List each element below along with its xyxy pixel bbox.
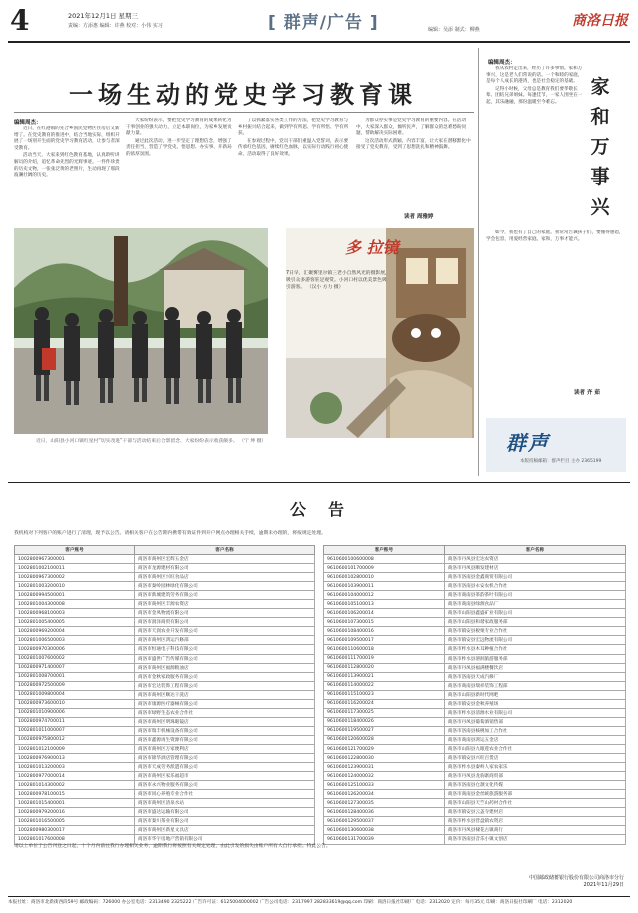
account-number-cell: 1002801014300002 [15, 781, 135, 790]
table-row [15, 781, 315, 790]
table-row [15, 573, 315, 582]
table-row [324, 826, 626, 835]
account-name-cell: 商洛市山阳县九眼莲农业合作社 [444, 744, 625, 753]
account-number-cell: 9610600122800030 [324, 754, 445, 763]
table-row [15, 645, 315, 654]
account-number-cell: 9610600124000032 [324, 772, 445, 781]
table-row [324, 744, 626, 753]
account-name-cell: 商洛市柞水县木耳种植合作社 [444, 645, 625, 654]
account-name-cell: 商洛市商州区清泉水站 [135, 799, 315, 808]
table-row [324, 627, 626, 636]
account-number-cell: 9610600125100033 [324, 781, 445, 790]
account-number-cell: 9610600119500027 [324, 726, 445, 735]
column-header: 客户名称 [135, 546, 315, 555]
account-name-cell: 商洛市盛达运输有限公司 [135, 808, 315, 817]
table-row [324, 618, 626, 627]
account-number-cell: 9610600123900031 [324, 763, 445, 772]
sidebar-column-1 [486, 66, 584, 226]
table-row [324, 808, 626, 817]
table-header-row [15, 546, 315, 555]
account-number-cell: 9610600121700029 [324, 744, 445, 753]
account-name-cell: 商洛市新城建筑劳务有限公司 [135, 591, 315, 600]
account-number-cell: 1002800980300017 [15, 826, 135, 835]
account-number-cell: 9610600127300035 [324, 799, 445, 808]
table-row [15, 717, 315, 726]
account-number-cell: 9610600115100023 [324, 690, 445, 699]
account-name-cell: 商洛市镇安县宏远物流有限公司 [444, 636, 625, 645]
feature-byline: 编辑周杰： [14, 120, 42, 126]
table-row [15, 609, 315, 618]
account-number-cell: 1002801015400001 [15, 799, 135, 808]
account-name-cell: 商洛市龙源建材有限公司 [135, 564, 315, 573]
account-number-cell: 9610600118400026 [324, 717, 445, 726]
headline-rule [14, 112, 474, 113]
feature-column-4 [356, 118, 474, 206]
account-number-cell: 1002801017600008 [15, 835, 135, 844]
table-row [324, 600, 626, 609]
account-name-cell: 商洛市永兴物业服务有限公司 [135, 781, 315, 790]
feature-column-2 [126, 118, 234, 222]
account-name-cell: 商洛市商州区家乐福超市 [135, 772, 315, 781]
group-photo [14, 228, 268, 434]
paper-logo: 商洛日报 [572, 13, 628, 29]
table-row [15, 744, 315, 753]
column-label-lens: 多 拉镜 [345, 238, 399, 257]
account-name-cell: 商洛市商州区顺达干洗店 [135, 690, 315, 699]
table-row [15, 627, 315, 636]
table-header-row [324, 546, 626, 555]
column-header: 客户账号 [324, 546, 445, 555]
photo-caption-text: 近日，山阳县小河口镇红星村“切实改进”干部与活动结束后合影留念，大家纷纷表示收获颇多。 [36, 439, 238, 444]
park-photo-caption [286, 270, 390, 291]
issuer-date: 2021年11月29日 [583, 882, 624, 888]
feature-column-1 [14, 126, 122, 222]
table-row [15, 826, 315, 835]
account-number-cell: 9610600105100013 [324, 600, 445, 609]
feature-author: 读者 周雅婷 [404, 214, 434, 220]
table-row [15, 681, 315, 690]
table-row [15, 654, 315, 663]
section-title: [ 群声/广告 ] [268, 13, 379, 33]
account-number-cell: 9610600100600008 [324, 555, 445, 564]
table-row [324, 699, 626, 708]
account-name-cell: 商洛市鑫源再生资源有限公司 [135, 735, 315, 744]
account-number-cell: 9610600102800010 [324, 573, 445, 582]
park-photo-credit: （汉小 方力 摄） [306, 285, 344, 290]
account-number-cell: 1002801010900006 [15, 708, 135, 717]
notice-rule [8, 482, 630, 483]
account-number-cell: 1002801011000007 [15, 726, 135, 735]
account-name-cell: 商洛市洛南县永安农机合作社 [444, 582, 625, 591]
table-row [324, 681, 626, 690]
account-number-cell: 1002800972500009 [15, 681, 135, 690]
account-number-cell: 1002800969200004 [15, 627, 135, 636]
account-name-cell: 商洛市山阳县和谐家政服务部 [444, 618, 625, 627]
table-row [15, 735, 315, 744]
paragraph: 我从农村走出来，经历了许多事情。家和万事兴，这是老人们常说的话。一个和睦的家庭，是每个人成长的港湾，也是社会稳定的基础。 [486, 66, 583, 85]
paragraph: 这次活动形式新颖、内容丰富，让大家在潜移默化中接受了党史教育，受到了思想洗礼和精神鼓舞。 [356, 138, 471, 151]
sidebar-title [588, 72, 612, 222]
table-row [324, 735, 626, 744]
account-name-cell: 商洛市商州区丰源农资店 [135, 600, 315, 609]
account-number-cell: 9610600120600028 [324, 735, 445, 744]
account-name-cell: 商洛市洛南县金鑫商贸有限公司 [444, 573, 625, 582]
paragraph: 在参观过程中，党员干部们重温入党誓词，表示要传承红色基因，赓续红色血脉，以实际行动践行初心使命。活动取得了良好效果。 [238, 138, 349, 157]
account-name-cell: 商洛市秦川茶业有限公司 [135, 817, 315, 826]
account-number-cell: 1002801004300008 [15, 600, 135, 609]
account-name-cell: 商洛市商南县茶韵茶叶有限公司 [444, 591, 625, 600]
title-char: 万 [590, 136, 610, 158]
account-name-cell: 商洛市商州区鸿运汽修部 [135, 636, 315, 645]
account-number-cell: 9610600116200024 [324, 699, 445, 708]
table-row [324, 591, 626, 600]
account-name-cell: 商洛市柞水县秦岭人家农家乐 [444, 763, 625, 772]
park-photo [286, 228, 474, 438]
table-row [324, 790, 626, 799]
account-name-cell: 商洛市洛南县天成汽修厂 [444, 672, 625, 681]
account-name-cell: 商洛市康源医疗器械有限公司 [135, 699, 315, 708]
account-number-cell: 9610600111700019 [324, 654, 445, 663]
account-number-cell: 1002800971400007 [15, 663, 135, 672]
table-row [15, 799, 315, 808]
account-name-cell: 商洛市锦华酒店管理有限公司 [135, 754, 315, 763]
table-row [324, 690, 626, 699]
account-number-cell: 1002800979200016 [15, 808, 135, 817]
title-char: 兴 [590, 196, 610, 218]
account-name-cell: 商洛市商州区新星文具店 [135, 826, 315, 835]
account-name-cell: 商洛市绿野生态农业合作社 [135, 708, 315, 717]
table-row [324, 799, 626, 808]
account-name-cell: 商洛市洛南县仓颉文化传媒 [444, 781, 625, 790]
account-name-cell: 商洛市商州区万家便利店 [135, 744, 315, 753]
account-number-cell: 1002800973600010 [15, 699, 135, 708]
account-number-cell: 1002800967300002 [15, 573, 135, 582]
footer-rule [8, 896, 630, 897]
account-number-cell: 9610600131700039 [324, 835, 445, 844]
notice-issuer [529, 875, 624, 889]
account-number-cell: 1002801009800004 [15, 690, 135, 699]
account-number-cell: 1002801007600002 [15, 654, 135, 663]
account-number-cell: 9610600129500037 [324, 817, 445, 826]
photo-caption [36, 438, 268, 445]
table-row [15, 808, 315, 817]
account-number-cell: 9610600101700009 [324, 564, 445, 573]
account-number-cell: 9610600113900021 [324, 672, 445, 681]
table-row [324, 573, 626, 582]
table-row [324, 672, 626, 681]
masthead [8, 6, 630, 40]
account-number-cell: 1002801006500003 [15, 636, 135, 645]
table-row [324, 754, 626, 763]
account-number-cell: 9610600126200034 [324, 790, 445, 799]
account-number-cell: 1002801005400005 [15, 618, 135, 627]
paragraph: 记得小时候，父母总是教育我们要孝敬长辈、团结兄弟姐妹。每逢佳节，一家人围坐在一起，其乐融融，那份温暖至今难忘。 [486, 86, 583, 105]
paragraph: 了以抓紧落实各类工作的方法，把党史学习教育与乡村振兴结合起来，做到学有所思、学有所悟、学有所获。 [238, 118, 349, 137]
table-row [15, 600, 315, 609]
table-row [324, 564, 626, 573]
editors-credit: 责编：方添惠 编辑：许燕 校对：小伟 实习 [68, 23, 163, 29]
account-table-right [323, 545, 626, 845]
paragraph: 近日，在红港镇的先合乡国民党物区住房后又新增了。在党史教育的推进中，结合当地实际，组织开展了一场别开生面的党史学习教育活动，让参与者深受教育。 [14, 126, 120, 151]
table-row [15, 591, 315, 600]
account-name-cell: 商洛市润泽商贸有限公司 [135, 618, 315, 627]
column-banner-title: 群声 [506, 431, 550, 455]
account-number-cell: 1002800970300006 [15, 645, 135, 654]
editors-credit-right: 编辑：吴添 制式：柳燕 [428, 27, 480, 33]
title-char: 事 [590, 166, 610, 188]
account-name-cell: 商洛市金凤物流有限公司 [135, 609, 315, 618]
account-name-cell: 商洛市丹凤县顺发建材店 [444, 564, 625, 573]
account-name-cell: 商洛市商州区福源粮油店 [135, 663, 315, 672]
paragraph: 如今，我也有了自己的家庭。我常常告诫孩子们，要懂得感恩，学会包容，用爱经营家庭。家和，万事才能兴。 [486, 230, 624, 242]
account-number-cell: 9610600128400036 [324, 808, 445, 817]
account-number-cell: 1002801003200010 [15, 582, 135, 591]
table-row [15, 582, 315, 591]
account-name-cell: 商洛市商南县金丝峡旅游服务部 [444, 790, 625, 799]
feature-column-3 [238, 118, 352, 222]
table-row [15, 754, 315, 763]
table-row [15, 790, 315, 799]
account-name-cell: 商洛市山阳县鑫盛矿业有限公司 [444, 609, 625, 618]
account-name-cell: 商洛市柞水县溶洞旅游服务部 [444, 654, 625, 663]
account-name-cell: 商洛市瑞丰机械设备有限公司 [135, 726, 315, 735]
table-row [15, 636, 315, 645]
column-header: 客户账号 [15, 546, 135, 555]
issue-date: 2021年12月1日 星期三 [68, 12, 139, 20]
issuer-name: 中国邮政储蓄银行股份有限公司商洛市分行 [528, 875, 624, 881]
account-number-cell: 1002800978100015 [15, 790, 135, 799]
notice-title: 公告 [290, 500, 367, 519]
table-row [15, 763, 315, 772]
account-name-cell: 商洛市恒通电子科技有限公司 [135, 645, 315, 654]
account-name-cell: 商洛市金秋家政服务有限公司 [135, 672, 315, 681]
column-banner-subtitle: 本版投稿邮箱：群声栏目 主办 2365199 [520, 459, 602, 464]
account-name-cell: 商洛市镇安县金秋养殖场 [444, 699, 625, 708]
account-number-cell: 1002800994500001 [15, 591, 135, 600]
account-name-cell: 商洛市秦岭园林绿化有限公司 [135, 582, 315, 591]
account-name-cell: 商洛市商州区明珠眼镜店 [135, 717, 315, 726]
notice-intro: 我机构对下列客户的账户进行了清理，现予以公告。请相关客户在公告期内携带有效证件到开户网点办理相关手续，逾期未办理的，将按规定处理。 [14, 531, 326, 536]
account-number-cell: 9610600103900011 [324, 582, 445, 591]
paragraph: 通过此次活动，进一步坚定了理想信念，增强了责任担当，营造了学党史、悟思想、办实事、开新局的浓厚氛围。 [126, 138, 232, 157]
account-name-cell: 商洛市丹凤县葡萄酒销售部 [444, 717, 625, 726]
title-char: 和 [590, 106, 610, 128]
sidebar-author: 读者 齐 茹 [574, 390, 600, 396]
account-name-cell: 商洛市山阳县新时代网吧 [444, 690, 625, 699]
table-row [15, 726, 315, 735]
account-name-cell: 商洛市丹凤县福满楼餐饮店 [444, 663, 625, 672]
masthead-rule [8, 41, 630, 43]
account-name-cell: 商洛市华宇房地产营销有限公司 [135, 835, 315, 844]
park-photo-illustration [286, 228, 474, 438]
account-name-cell: 商洛市商南县绿源食品厂 [444, 600, 625, 609]
account-number-cell: 9610600112800020 [324, 663, 445, 672]
account-number-cell: 1002801008700001 [15, 672, 135, 681]
account-name-cell: 商洛市商州区兴旺食品店 [135, 573, 315, 582]
account-name-cell: 商洛市柞水县营盘镇农资店 [444, 817, 625, 826]
account-name-cell: 商洛市丹凤县棣花古镇商行 [444, 826, 625, 835]
account-number-cell: 9610600109500017 [324, 636, 445, 645]
table-row [324, 654, 626, 663]
column-divider [478, 48, 479, 476]
paragraph: 大家纷纷表示，要把党史学习教育的成果转化为干事创业的强大动力，立足本职岗位，为家乡发展贡献力量。 [126, 118, 232, 137]
table-row [15, 555, 315, 564]
account-number-cell: 1002800976900013 [15, 754, 135, 763]
table-row [15, 672, 315, 681]
table-row [324, 726, 626, 735]
account-name-cell: 商洛市镇安县云盖寺建材店 [444, 808, 625, 817]
account-name-cell: 商洛市洛南县音乐小镇文创店 [444, 835, 625, 844]
paragraph: 为群众办实事是党史学习教育的重要内容。在活动中，大家深入群众，倾听民声，了解群众的急难愁盼问题，帮助解决实际困难。 [356, 118, 467, 137]
account-number-cell: 1002800968100003 [15, 609, 135, 618]
paragraph: 活动当天，大家来到红色教育基地，认真聆听讲解员的介绍，追忆革命先烈的光辉事迹。一件件珍贵的历史文物，一张张泛黄的老照片，生动再现了那段波澜壮阔的历史。 [14, 153, 120, 179]
publisher-footer: 本报社址：商洛市北新街西段59号 邮政编码：726000 办公室电话：2313490 2325222 广告许可证：6125004000002 广告公司电话：2317997 282833619@qq.com 印刷：商洛日报社印刷厂 电话：2312020 定价：每月35元 印刷：商洛日报社印刷厂 电话：2312020 [8, 900, 573, 905]
account-number-cell: 9610600106200014 [324, 609, 445, 618]
account-name-cell: 商洛市柞水县清源水业有限公司 [444, 708, 625, 717]
park-caption-text: 7日早，汇聚雾里尔镇三老小自然风光的摄影展，吸引众多游客驻足观赏。小河口村以优美景色吸引游客。 [286, 271, 390, 290]
account-number-cell: 1002801013200003 [15, 763, 135, 772]
account-name-cell: 商洛市镇安县兴旺百货店 [444, 754, 625, 763]
table-row [324, 636, 626, 645]
table-row [324, 663, 626, 672]
account-name-cell: 商洛市商南县鸿运五金店 [444, 735, 625, 744]
account-name-cell: 商洛市宏达装饰工程有限公司 [135, 681, 315, 690]
table-row [15, 772, 315, 781]
account-name-cell: 商洛市山阳县天竺山药材合作社 [444, 799, 625, 808]
table-row [324, 609, 626, 618]
account-number-cell: 1002800975800012 [15, 735, 135, 744]
table-row [15, 663, 315, 672]
account-number-cell: 9610600110600018 [324, 645, 445, 654]
account-number-cell: 9610600117300025 [324, 708, 445, 717]
table-row [324, 555, 626, 564]
table-row [15, 618, 315, 627]
title-char: 家 [590, 76, 610, 98]
sidebar-column-2 [486, 230, 626, 380]
account-name-cell: 商洛市盛世广告传媒有限公司 [135, 654, 315, 663]
account-name-cell: 商洛市商南县瑞祥装饰工程部 [444, 681, 625, 690]
table-row [15, 690, 315, 699]
table-row [15, 708, 315, 717]
page-number: 4 [10, 4, 30, 37]
account-name-cell: 商洛市丹凤县宏达农资店 [444, 555, 625, 564]
account-number-cell: 9610600107300015 [324, 618, 445, 627]
group-photo-illustration [14, 228, 268, 434]
feature-headline: 一场生动的党史学习教育课 [69, 81, 417, 109]
table-row [15, 699, 315, 708]
table-row [15, 817, 315, 826]
column-header: 客户名称 [444, 546, 625, 555]
account-number-cell: 1002800977000014 [15, 772, 135, 781]
account-name-cell: 商洛市天润农业开发有限公司 [135, 627, 315, 636]
account-name-cell: 商洛市洛南县核桃加工合作社 [444, 726, 625, 735]
account-name-cell: 商洛市商州区宏辉五金店 [135, 555, 315, 564]
table-row [324, 645, 626, 654]
account-number-cell: 1002801002100011 [15, 564, 135, 573]
table-row [324, 582, 626, 591]
account-name-cell: 商洛市同心养殖专业合作社 [135, 790, 315, 799]
sidebar-byline: 编辑周杰： [488, 60, 516, 66]
table-row [324, 781, 626, 790]
account-number-cell: 9610600114000022 [324, 681, 445, 690]
table-row [15, 564, 315, 573]
account-number-cell: 1002800967300001 [15, 555, 135, 564]
table-row [324, 772, 626, 781]
account-name-cell: 商洛市丹凤县龙驹寨商贸部 [444, 772, 625, 781]
account-name-cell: 商洛市天成劳务派遣有限公司 [135, 763, 315, 772]
account-number-cell: 1002801016500005 [15, 817, 135, 826]
table-row [324, 763, 626, 772]
account-table-left [14, 545, 315, 845]
account-name-cell: 商洛市镇安县板栗专业合作社 [444, 627, 625, 636]
account-number-cell: 1002801012100009 [15, 744, 135, 753]
table-row [324, 817, 626, 826]
table-row [324, 717, 626, 726]
photo-credit: （宁 坤 摄） [239, 439, 267, 444]
notice-footer: 请以上单位于公告刊登之日起，十个月内前往我行办理相关业务，逾期我行将按照有关规定处理，由此引发的损失由账户所有人自行承担。特此公告。 [14, 844, 331, 849]
account-number-cell: 1002800974700011 [15, 717, 135, 726]
account-number-cell: 9610600130600038 [324, 826, 445, 835]
account-number-cell: 9610600104000012 [324, 591, 445, 600]
table-row [324, 708, 626, 717]
account-number-cell: 9610600108400016 [324, 627, 445, 636]
